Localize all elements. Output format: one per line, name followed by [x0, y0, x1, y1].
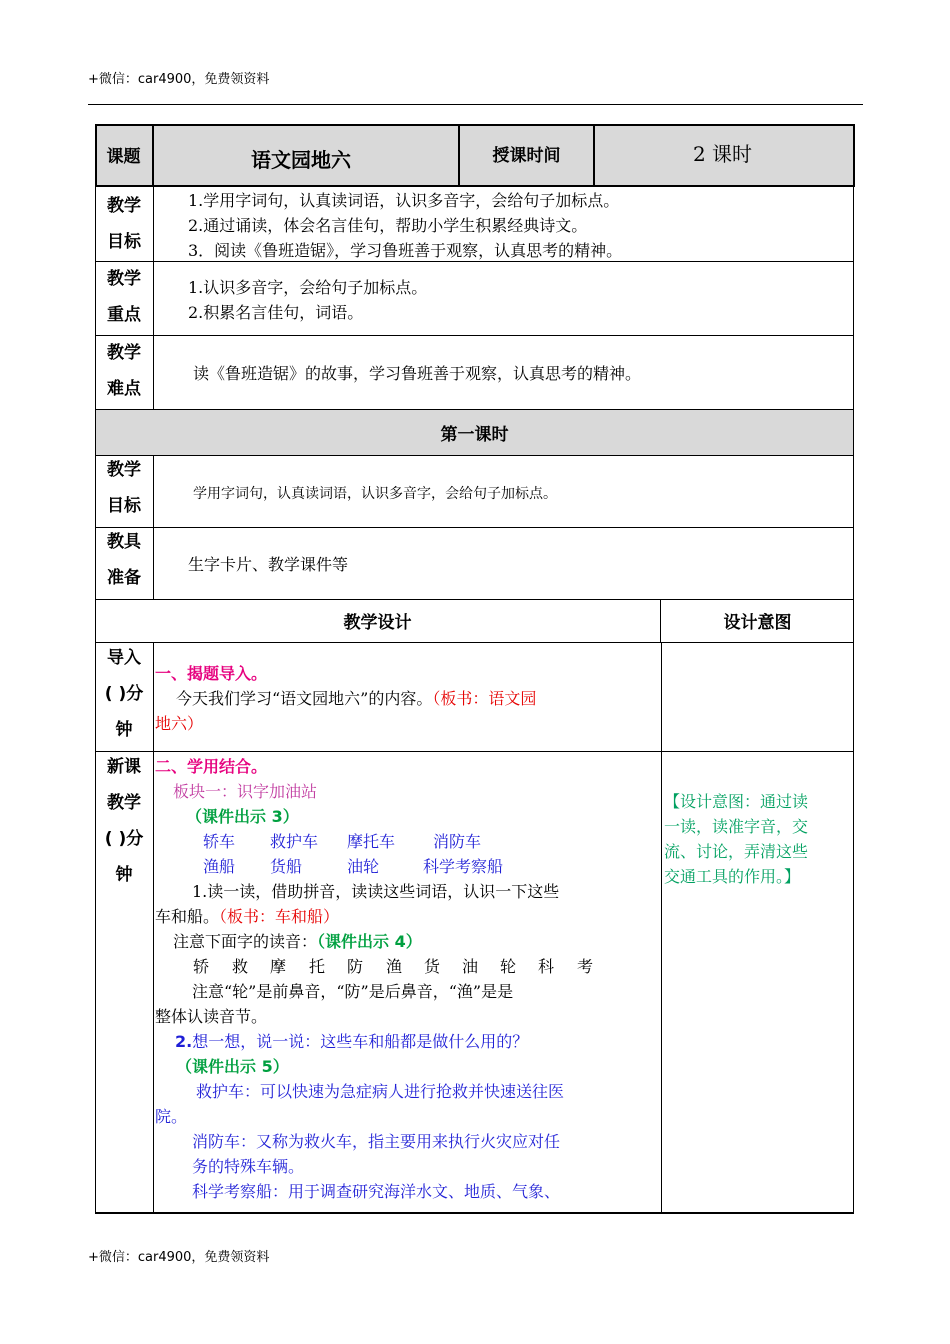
row1-item-1: 轿车: [203, 832, 236, 851]
newlesson-label-cell: [95, 751, 154, 1214]
lesson1-goal-label-2: 目标: [107, 496, 141, 516]
design-col1-cell: [95, 599, 661, 643]
intro-board: （板书：语文园: [432, 689, 537, 708]
newlesson-label-3: ( )分: [104, 829, 144, 849]
intent-line-1: 【设计意图：通过读: [664, 792, 809, 811]
intent-line-3: 流、讨论，弄清这些: [664, 842, 809, 861]
char-11: 考: [577, 957, 594, 976]
tools-text: 生字卡片、教学课件等: [188, 555, 349, 574]
intro-label-cell: [95, 642, 154, 752]
difficulty-label-1: 教学: [107, 343, 141, 363]
keypoints-label-2: 重点: [107, 305, 141, 325]
lesson1-goal-label-cell: [95, 455, 154, 528]
pron-line-1: 注意“轮”是前鼻音，“防”是后鼻音，“渔”是是: [192, 982, 514, 1001]
row1-item-2: 救护车: [270, 832, 319, 851]
goals-label-cell: [95, 186, 154, 262]
ambulance-line-1: 救护车：可以快速为急症病人进行抢救并快速送往医: [196, 1082, 565, 1101]
design-col2-cell: [661, 599, 854, 643]
intro-label-3: 钟: [115, 720, 133, 740]
newlesson-divider: [661, 751, 662, 1214]
keypoints-line-1: 1.认识多音字，会给句子加标点。: [188, 278, 428, 297]
step2-line: [175, 1029, 528, 1054]
row2-item-2: 货船: [270, 857, 303, 876]
char-10: 科: [538, 957, 555, 976]
goals-line-3: 3．阅读《鲁班造锯》，学习鲁班善于观察，认真思考的精神。: [188, 241, 623, 260]
newlesson-label-4: 钟: [115, 865, 133, 885]
show3: （课件出示 3）: [186, 807, 299, 826]
topic-cell: [154, 124, 460, 187]
goals-line-1: 1.学用字词句，认真读词语，认识多音字，会给句子加标点。: [188, 191, 620, 210]
show5: （课件出示 5）: [176, 1057, 289, 1076]
step1-line-2: [155, 904, 339, 929]
step2-num: 2.: [175, 1032, 193, 1051]
row2-item-4: 科学考察船: [423, 857, 504, 876]
intro-text: 今天我们学习“语文园地六”的内容。: [176, 689, 433, 708]
char-5: 防: [347, 957, 364, 976]
newlesson-label-1: 新课: [107, 757, 141, 777]
char-1: 轿: [193, 957, 210, 976]
header-note: +微信：car4900，免费领资料: [88, 72, 270, 87]
char-6: 渔: [386, 957, 403, 976]
header-rule: [88, 104, 863, 105]
step1-line-1: 1.读一读，借助拼音，读读这些词语，认识一下这些: [192, 882, 560, 901]
tools-label-cell: [95, 527, 154, 600]
intro-divider: [661, 642, 662, 752]
lesson1-goal-text: 学用字词句，认真读词语，认识多音字，会给句子加标点。: [193, 486, 557, 502]
step1-text: 车和船。: [155, 907, 220, 926]
lesson1-title: 第一课时: [440, 425, 509, 445]
row2-item-3: 油轮: [347, 857, 380, 876]
keypoints-label-1: 教学: [107, 269, 141, 289]
note-text: 注意下面字的读音：: [173, 932, 318, 951]
footer-note: +微信：car4900，免费领资料: [88, 1250, 270, 1265]
char-9: 轮: [500, 957, 517, 976]
tools-label-2: 准备: [107, 568, 141, 588]
intro-label-1: 导入: [107, 648, 141, 668]
topic-label: 课题: [106, 147, 141, 167]
intro-heading: 一、揭题导入。: [155, 664, 268, 683]
char-2: 救: [232, 957, 249, 976]
difficulty-label-2: 难点: [107, 379, 141, 399]
firetruck-line-1: 消防车：又称为救火车，指主要用来执行火灾应对任: [192, 1132, 561, 1151]
ambulance-line-2: 院。: [155, 1107, 188, 1126]
intent-line-2: 一读，读准字音，交: [664, 817, 809, 836]
goals-label-1: 教学: [107, 196, 141, 216]
firetruck-line-2: 务的特殊车辆。: [192, 1157, 305, 1176]
tools-label-1: 教具: [107, 532, 141, 552]
lesson1-goal-label-1: 教学: [107, 460, 141, 480]
difficulty-text: 读《鲁班造锯》的故事，学习鲁班善于观察，认真思考的精神。: [193, 364, 642, 383]
time-label: 授课时间: [492, 146, 561, 166]
block-title: 板块一：识字加油站: [173, 782, 318, 801]
goals-label-2: 目标: [107, 232, 141, 252]
note-line: [173, 929, 422, 954]
step2-text: 想一想，说一说：这些车和船都是做什么用的？: [192, 1032, 529, 1051]
time-cell: [595, 124, 855, 187]
intro-label-2: ( )分: [104, 684, 144, 704]
topic-title: 语文园地六: [251, 148, 351, 172]
char-3: 摩: [270, 957, 287, 976]
pron-line-2: 整体认读音节。: [155, 1007, 268, 1026]
row2-item-1: 渔船: [203, 857, 236, 876]
keypoints-label-cell: [95, 261, 154, 336]
intro-board-2: 地六）: [155, 714, 204, 733]
char-7: 货: [424, 957, 441, 976]
intent-line-4: 交通工具的作用。】: [664, 867, 801, 886]
char-8: 油: [462, 957, 479, 976]
lesson1-heading-row: [95, 409, 854, 456]
design-col1: 教学设计: [343, 613, 412, 633]
difficulty-label-cell: [95, 335, 154, 410]
step1-board: （板书：车和船）: [219, 907, 340, 926]
goals-line-2: 2.通过诵读，体会名言佳句，帮助小学生积累经典诗文。: [188, 216, 588, 235]
time-value: 2 课时: [692, 142, 753, 166]
intro-line: [176, 686, 536, 711]
show4: （课件出示 4）: [317, 932, 422, 951]
char-4: 托: [309, 957, 326, 976]
row1-item-4: 消防车: [433, 832, 482, 851]
newlesson-label-2: 教学: [107, 793, 141, 813]
design-col2: 设计意图: [723, 613, 792, 633]
time-label-cell: [460, 124, 595, 187]
science-ship-line: 科学考察船：用于调查研究海洋水文、地质、气象、: [192, 1182, 561, 1201]
row1-item-3: 摩托车: [347, 832, 396, 851]
keypoints-line-2: 2.积累名言佳句，词语。: [188, 303, 364, 322]
newlesson-heading: 二、学用结合。: [155, 757, 268, 776]
